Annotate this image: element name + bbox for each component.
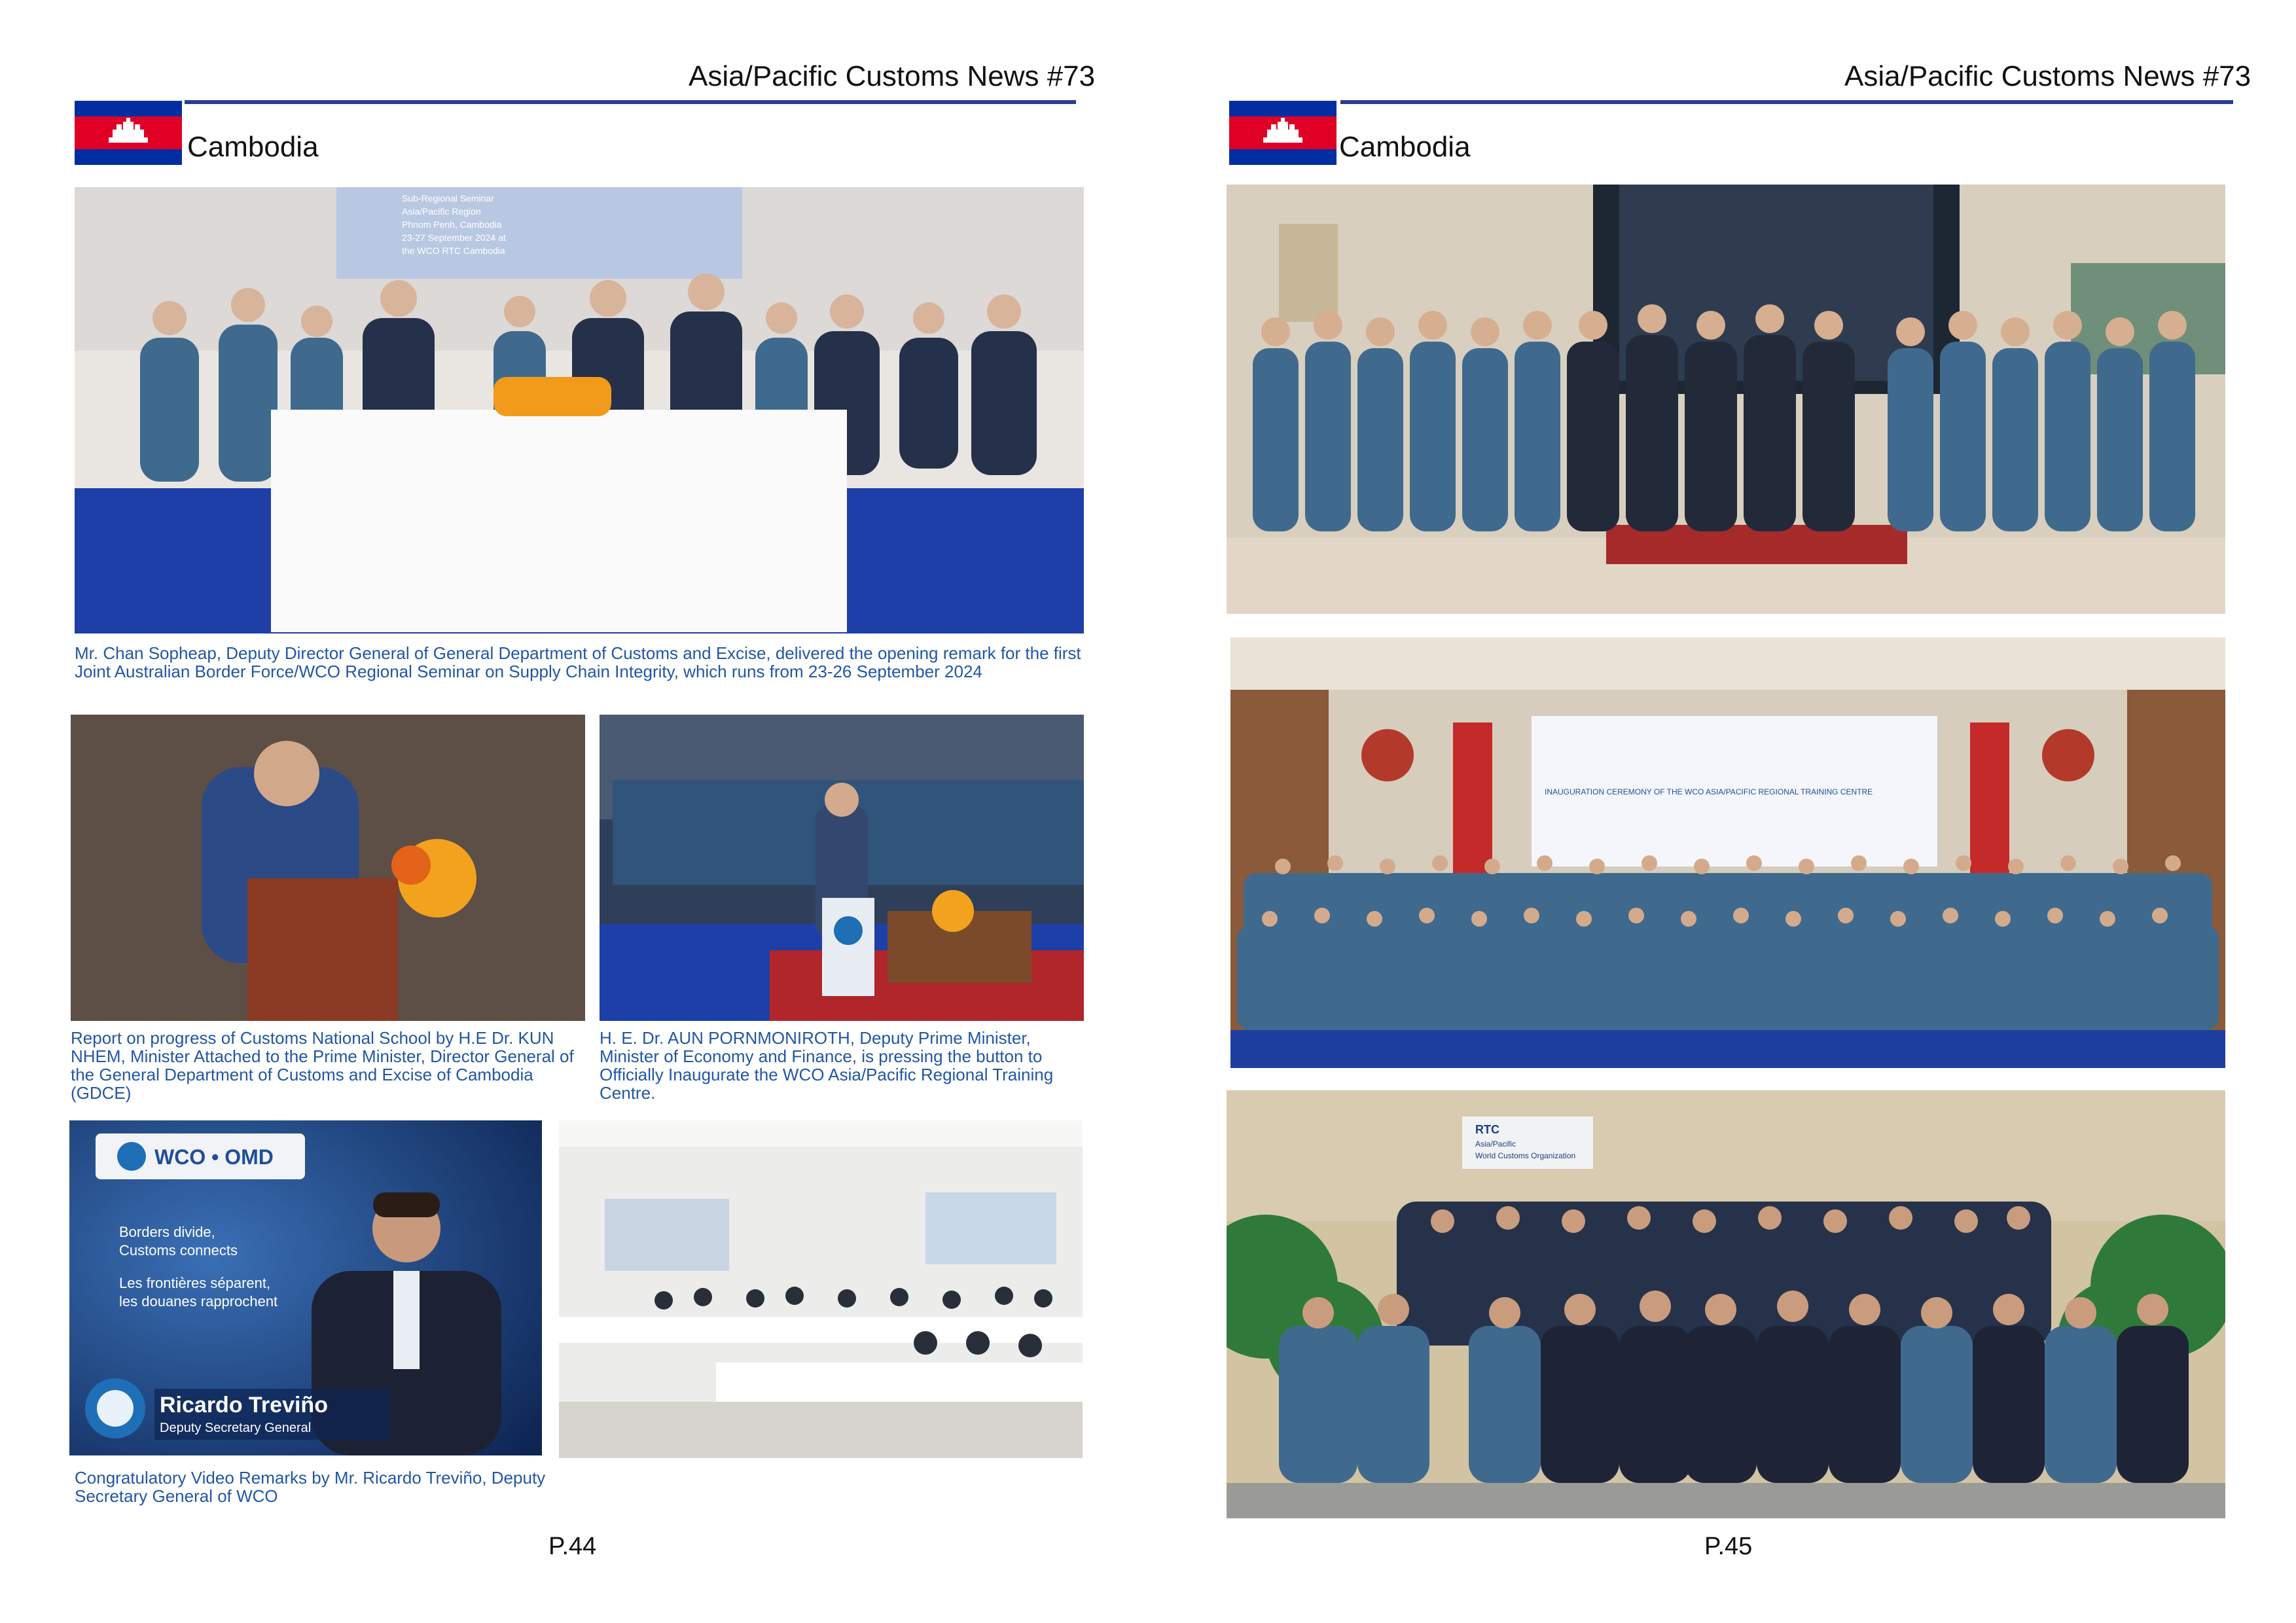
podium bbox=[247, 878, 398, 1021]
projector-screen-left bbox=[605, 1199, 729, 1271]
inauguration-hall-photo bbox=[1230, 637, 2225, 1068]
header-rule-left bbox=[185, 100, 1076, 104]
red-drape-left bbox=[1453, 722, 1492, 873]
banner-line-5: the WCO RTC Cambodia bbox=[402, 245, 505, 256]
red-drape-right bbox=[1970, 722, 2009, 873]
rtc-group-photo bbox=[1227, 1090, 2225, 1518]
page-number-right: P.45 bbox=[1704, 1533, 1753, 1560]
minister-podium-photo bbox=[71, 715, 585, 1021]
slogan-en-2: Customs connects bbox=[119, 1242, 238, 1258]
flower-arrangement bbox=[493, 377, 611, 416]
banner-line-4: 23-27 September 2024 at bbox=[402, 232, 506, 243]
banner-line-1: INAUGURATION CEREMONY OF THE WCO ASIA/PACIFIC REGIONAL TRAINING CENTRE bbox=[1545, 787, 1873, 796]
projector-screen bbox=[336, 187, 742, 279]
rtc-sign-line-1: RTC bbox=[1475, 1123, 1499, 1136]
emblem-left bbox=[1361, 729, 1414, 781]
cambodia-flag-icon bbox=[1229, 101, 1336, 165]
video-remarks-photo bbox=[69, 1120, 542, 1455]
speaker-name: Ricardo Treviño bbox=[160, 1393, 328, 1418]
header-title-right: Asia/Pacific Customs News #73 bbox=[1844, 60, 2251, 92]
rtc-sign-line-2: Asia/Pacific bbox=[1475, 1139, 1516, 1149]
slogan-en-1: Borders divide, bbox=[119, 1224, 215, 1240]
header-title-left: Asia/Pacific Customs News #73 bbox=[689, 60, 1096, 92]
country-label-right: Cambodia bbox=[1339, 131, 1471, 163]
notice-board bbox=[2071, 263, 2225, 374]
caption-school-report: Report on progress of Customs National School by H.E Dr. KUN NHEM, Minister Attached to the Prime Minister, Director General of the General Department of Customs and Excise of Cambodia (GDCE) bbox=[71, 1028, 574, 1103]
caption-video-remarks: Congratulatory Video Remarks by Mr. Ricardo Treviño, Deputy Secretary General of WCO bbox=[75, 1468, 546, 1506]
table-cloth bbox=[271, 410, 847, 632]
seminar-room-photo bbox=[559, 1120, 1083, 1458]
slogan-fr-1: Les frontières séparent, bbox=[119, 1275, 271, 1291]
banner-line-2: Asia/Pacific Region bbox=[402, 206, 481, 217]
rtc-sign-line-3: World Customs Organization bbox=[1475, 1151, 1576, 1160]
projector-screen-right bbox=[925, 1192, 1056, 1264]
button-stand bbox=[822, 898, 874, 996]
banner-line-3: Phnom Penh, Cambodia bbox=[402, 219, 502, 230]
plaque bbox=[1279, 224, 1338, 322]
header-rule-right bbox=[1340, 100, 2233, 104]
slogan-fr-2: les douanes rapprochent bbox=[119, 1293, 278, 1310]
caption-inauguration: H. E. Dr. AUN PORNMONIROTH, Deputy Prime Minister, Minister of Economy and Finance, is pressing the button to Officially Inaugurate the WCO Asia/Pacific Regional Training Centre. bbox=[600, 1028, 1054, 1103]
group-entrance-photo bbox=[1227, 185, 2225, 614]
speaker-title: Deputy Secretary General bbox=[160, 1421, 312, 1435]
country-label-left: Cambodia bbox=[187, 131, 319, 163]
emblem-right bbox=[2042, 729, 2094, 781]
caption-opening-remark: Mr. Chan Sopheap, Deputy Director General of General Department of Customs and Excise, delivered the opening remark for the first Joint Australian Border Force/WCO Regional Seminar on Supply Chain Integrity, which runs from 23-26 September 2024 bbox=[75, 643, 1081, 681]
page-number-left: P.44 bbox=[548, 1533, 597, 1560]
inauguration-button-photo bbox=[600, 715, 1084, 1021]
wco-logo-text: WCO • OMD bbox=[154, 1145, 274, 1169]
seminar-panel-photo bbox=[75, 187, 1084, 633]
cambodia-flag-icon bbox=[75, 101, 182, 165]
banner-line-1: Sub-Regional Seminar bbox=[402, 193, 494, 204]
